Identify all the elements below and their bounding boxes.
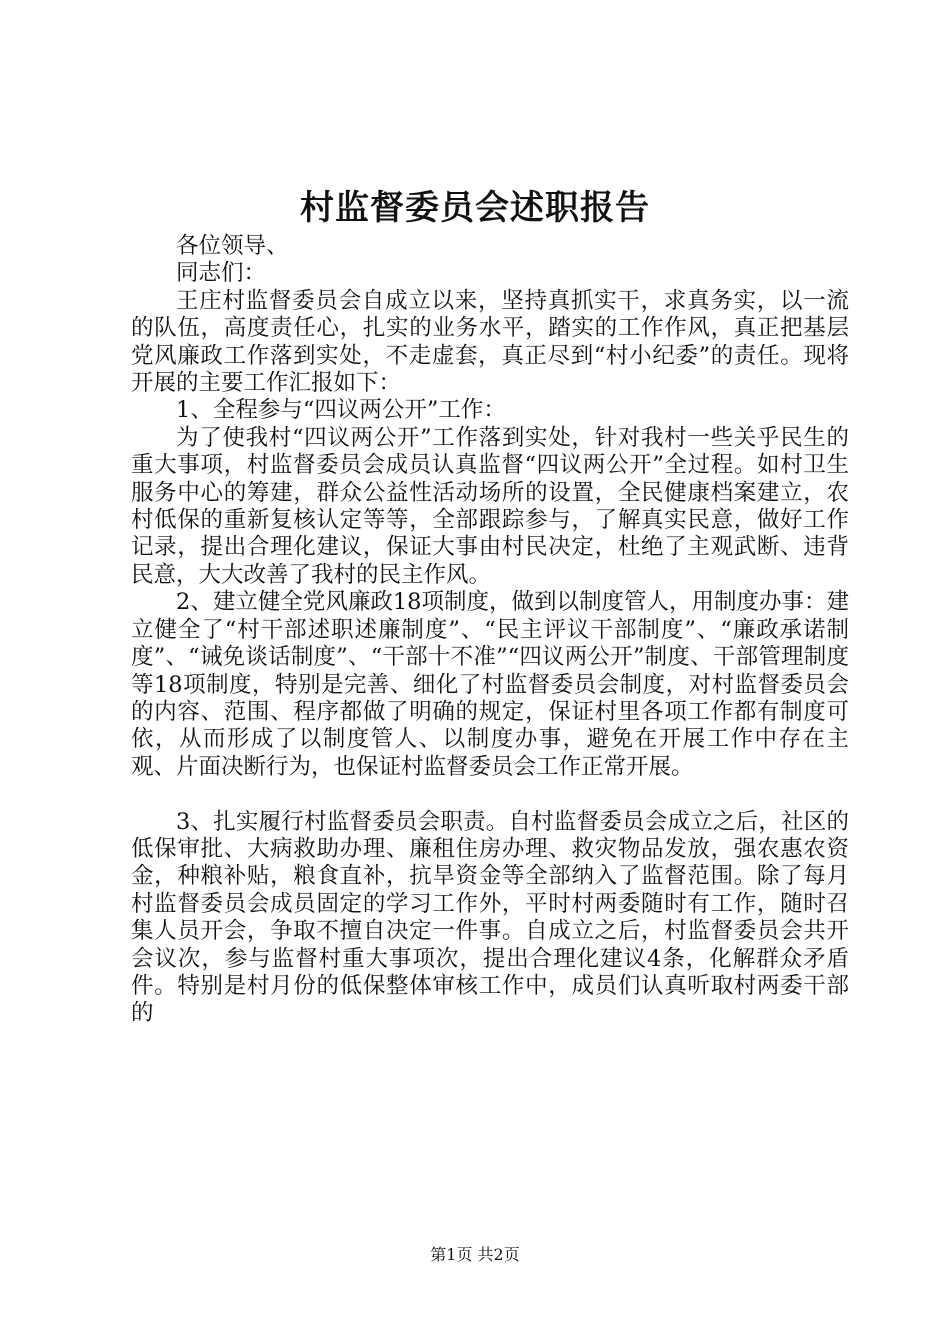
document-title: 村监督委员会述职报告: [300, 188, 650, 228]
salutation-line-1: 各位领导、: [176, 233, 289, 259]
document-body: [131, 233, 849, 1028]
section-heading-1: 1、全程参与“四议两公开”工作：: [176, 397, 506, 424]
intro-paragraph: 王庄村监督委员会自成立以来，坚持真抓实干，求真务实，以一流的队伍，高度责任心，扎实的业务水平，踏实的工作作风，真正把基层党风廉政工作落到实处，不走虚套，真正尽到“村小纪委”的责任。现将开展的主要工作汇报如下：: [131, 287, 849, 397]
section-1-paragraph: 为了使我村“四议两公开”工作落到实处，针对我村一些关乎民生的重大事项，村监督委员会成员认真监督“四议两公开”全过程。如村卫生服务中心的筹建，群众公益性活动场所的设置，全民健康档案建立，农村低保的重新复核认定等等，全部跟踪参与，了解真实民意，做好工作记录，提出合理化建议，保证大事由村民决定，杜绝了主观武断、违背民意，大大改善了我村的民主作风。: [131, 424, 849, 588]
section-2-paragraph: 2、建立健全党风廉政18项制度，做到以制度管人，用制度办事：建立健全了“村干部述职述廉制度”、“民主评议干部制度”、“廉政承诺制度”、“诫免谈话制度”、“干部十不准”“四议两公开”制度、干部管理制度等18项制度，特别是完善、细化了村监督委员会制度，对村监督委员会的内容、范围、程序都做了明确的规定，保证村里各项工作都有制度可依，从而形成了以制度管人、以制度办事，避免在开展工作中存在主观、片面决断行为，也保证村监督委员会工作正常开展。: [131, 589, 849, 780]
section-3-paragraph: 3、扎实履行村监督委员会职责。自村监督委员会成立之后，社区的低保审批、大病救助办理、廉租住房办理、救灾物品发放，强农惠农资金，种粮补贴，粮食直补，抗旱资金等全部纳入了监督范围。除了每月村监督委员会成员固定的学习工作外，平时村两委随时有工作，随时召集人员开会，争取不擅自决定一件事。自成立之后，村监督委员会共开会议次，参与监督村重大事项次，提出合理化建议4条，化解群众矛盾件。特别是村月份的低保整体审核工作中，成员们认真听取村两委干部的: [131, 808, 849, 1027]
page-footer: 第1页 共2页: [430, 1245, 520, 1264]
salutation-line-2: 同志们：: [176, 260, 267, 287]
